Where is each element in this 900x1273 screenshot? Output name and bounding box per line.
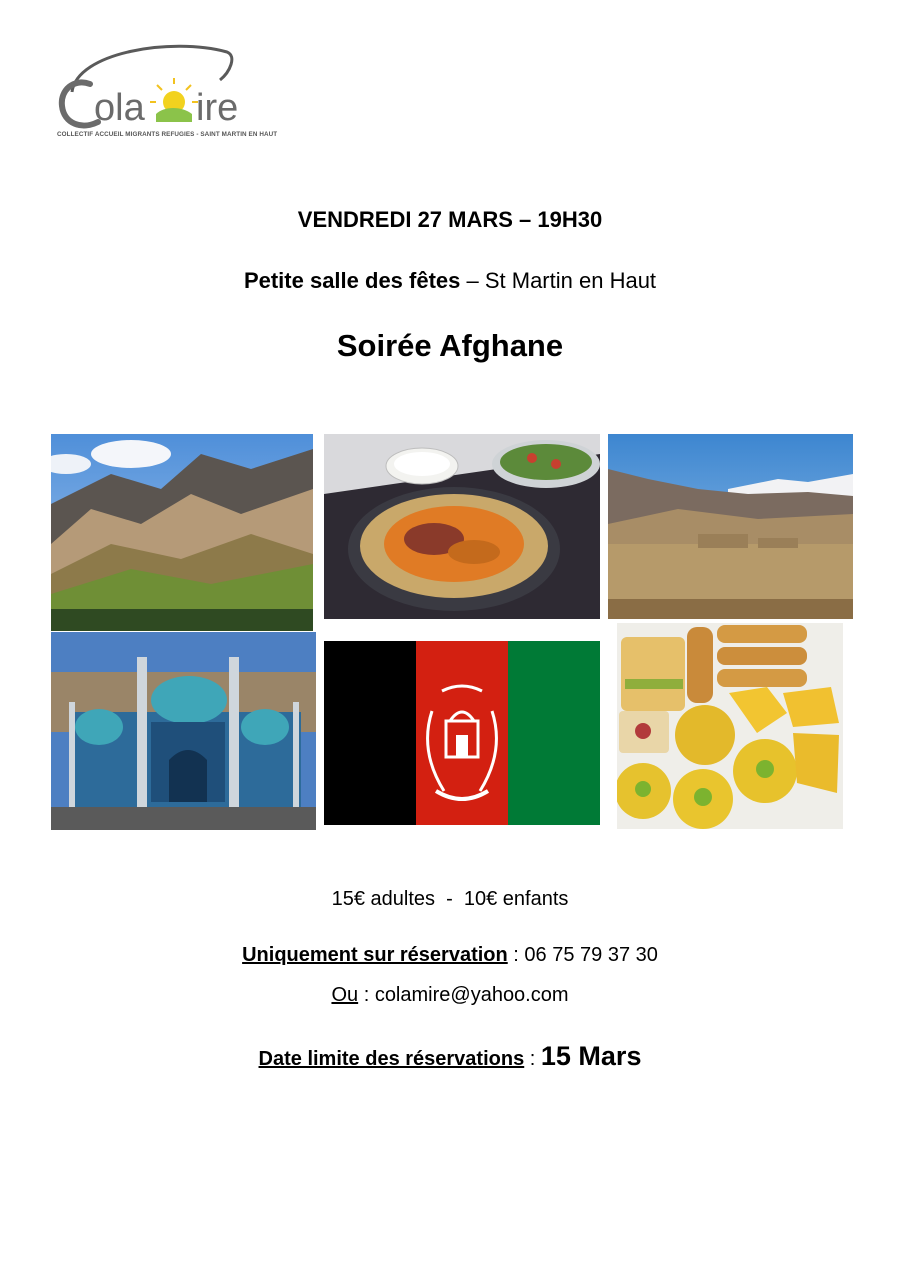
reservation-separator: : (507, 944, 525, 966)
reservation-phone-line (0, 944, 900, 967)
svg-text:ola: ola (94, 87, 145, 129)
colamire-logo (52, 42, 278, 142)
event-date: VENDREDI 27 MARS – 19H30 (297, 207, 603, 232)
pastries-photo (617, 623, 843, 829)
afghan-flag-image (324, 641, 600, 825)
colamire-logo-graphic (52, 42, 262, 132)
blue-mosque-photo (51, 632, 316, 830)
rice-dish-photo (324, 434, 600, 619)
event-venue (0, 268, 900, 294)
or-label: Ou (331, 984, 359, 1006)
event-title: Soirée Afghane (336, 328, 564, 363)
deadline-value: 15 Mars (540, 1041, 642, 1071)
email-separator: : (358, 984, 375, 1006)
logo-subtitle: COLLECTIF ACCUEIL MIGRANTS REFUGIES - SAINT MARTIN EN HAUT (57, 131, 278, 138)
reservation-label: Uniquement sur réservation (242, 944, 508, 966)
deadline-label: Date limite des réservations (258, 1048, 525, 1070)
svg-text:ire: ire (196, 87, 239, 129)
reservation-phone: 06 75 79 37 30 (524, 944, 658, 966)
reservation-email-line (0, 984, 900, 1007)
price-info: 15€ adultes - 10€ enfants (331, 888, 569, 910)
reservation-email: colamire@yahoo.com (374, 984, 569, 1006)
venue-location: – St Martin en Haut (460, 268, 657, 293)
reservation-deadline (0, 1041, 900, 1072)
deadline-separator: : (524, 1048, 541, 1070)
venue-name: Petite salle des fêtes (243, 268, 461, 293)
village-landscape-photo (608, 434, 853, 619)
mountain-landscape-photo (51, 434, 313, 631)
